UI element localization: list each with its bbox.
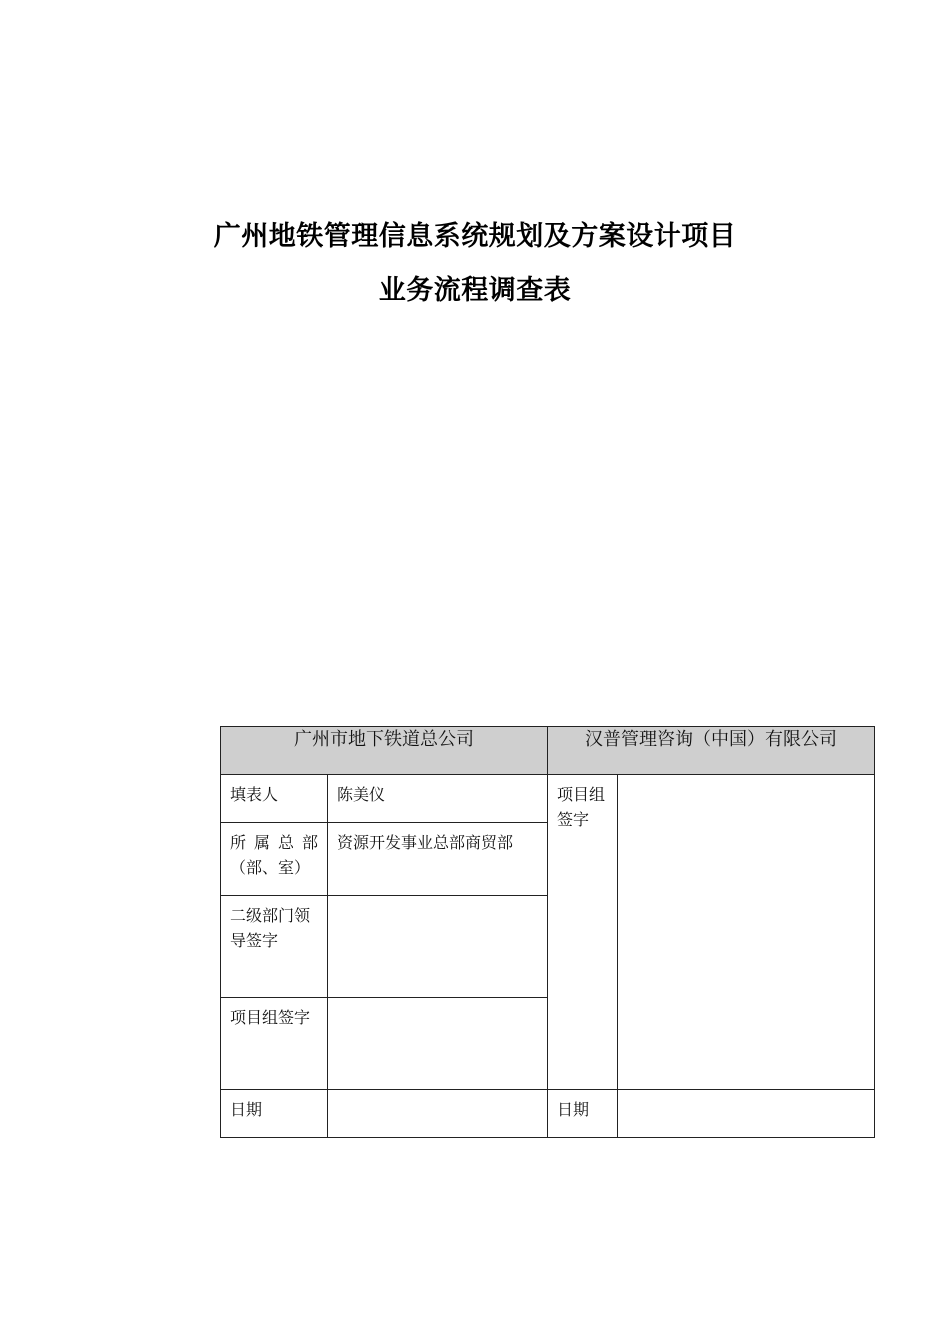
- dept-label-cell: [221, 823, 328, 896]
- leader-sign-label-line2: 导签字: [230, 931, 279, 950]
- right-project-sign-label-line2: 签字: [557, 810, 590, 829]
- date-value-cell[interactable]: [328, 1090, 548, 1138]
- date-label-cell: [221, 1090, 328, 1138]
- right-project-sign-label-cell: [548, 775, 618, 1090]
- date-label: 日期: [230, 1100, 263, 1119]
- right-project-sign-label-line1: 项目组: [557, 785, 606, 804]
- filler-value-cell[interactable]: [328, 775, 548, 823]
- date-value: [328, 1090, 547, 1104]
- signature-form-table: [220, 726, 875, 1138]
- right-project-sign-value: [618, 775, 874, 789]
- left-company-header: 广州市地下铁道总公司: [221, 727, 548, 775]
- dept-value: 资源开发事业总部商贸部: [337, 833, 514, 852]
- leader-sign-value-cell[interactable]: [328, 896, 548, 998]
- dept-label-line2: （部、室）: [230, 858, 311, 877]
- right-project-sign-value-cell[interactable]: [618, 775, 875, 1090]
- right-date-value-cell[interactable]: [618, 1090, 875, 1138]
- filler-value: 陈美仪: [337, 785, 386, 804]
- leader-sign-value: [328, 896, 547, 910]
- project-sign-label-cell: [221, 998, 328, 1090]
- document-title: 广州地铁管理信息系统规划及方案设计项目: [213, 221, 737, 252]
- project-sign-value: [328, 998, 547, 1012]
- project-sign-label: 项目组签字: [230, 1008, 311, 1027]
- document-subtitle: 业务流程调查表: [378, 275, 572, 306]
- right-date-label: 日期: [557, 1100, 590, 1119]
- right-date-label-cell: [548, 1090, 618, 1138]
- project-sign-value-cell[interactable]: [328, 998, 548, 1090]
- dept-label-line1: 所 属 总 部: [230, 833, 318, 852]
- right-company-header: 汉普管理咨询（中国）有限公司: [548, 727, 875, 775]
- leader-sign-label-cell: [221, 896, 328, 998]
- filler-label-cell: [221, 775, 328, 823]
- leader-sign-label-line1: 二级部门领: [230, 906, 311, 925]
- filler-label: 填表人: [230, 785, 279, 804]
- right-date-value: [618, 1090, 874, 1104]
- dept-value-cell[interactable]: [328, 823, 548, 896]
